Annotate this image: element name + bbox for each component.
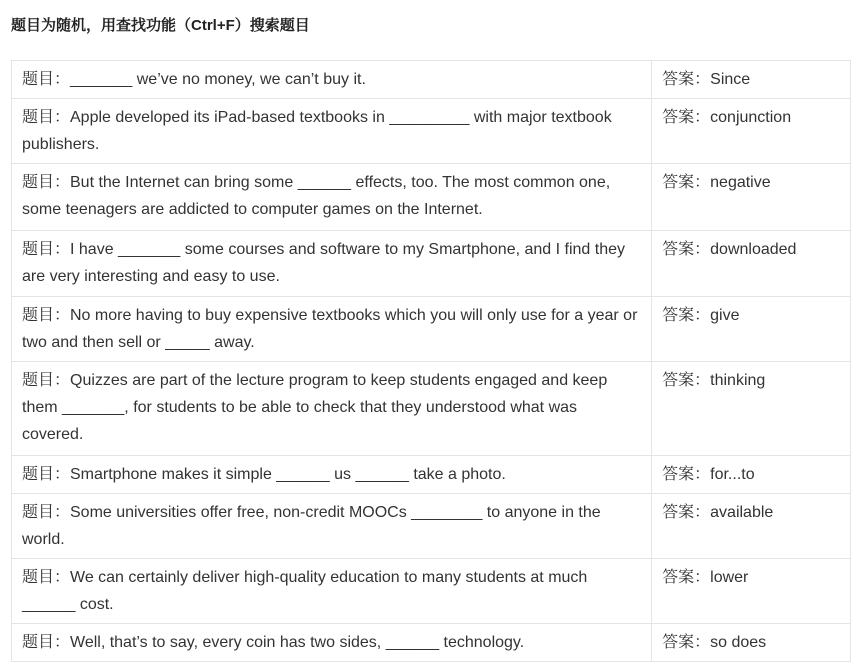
table-row	[12, 99, 851, 164]
question-cell: 题目：We can certainly deliver high-quality education to many students at much ______ cost.	[12, 559, 652, 624]
answer-cell: 答案：Since	[652, 61, 851, 99]
question-cell: 题目：Quizzes are part of the lecture program to keep students engaged and keep them _______, for students to be able to check that they understood what was covered.	[12, 362, 652, 456]
question-cell: 题目：_______ we’ve no money, we can’t buy it.	[12, 61, 652, 99]
question-answer-table	[11, 60, 851, 662]
question-cell: 题目：No more having to buy expensive textbooks which you will only use for a year or two and then sell or _____ away.	[12, 297, 652, 362]
page-title: 题目为随机，用查找功能（Ctrl+F）搜索题目	[11, 17, 310, 34]
answer-cell: 答案：downloaded	[652, 231, 851, 297]
table-row	[12, 164, 851, 231]
answer-cell: 答案：lower	[652, 559, 851, 624]
question-cell: 题目：But the Internet can bring some ______ effects, too. The most common one, some teenagers are addicted to computer games on the Internet.	[12, 164, 652, 231]
answer-cell: 答案：for...to	[652, 456, 851, 494]
answer-cell: 答案：conjunction	[652, 99, 851, 164]
table-row	[12, 494, 851, 559]
question-cell: 题目：Apple developed its iPad-based textbooks in _________ with major textbook publishers.	[12, 99, 652, 164]
table-row	[12, 559, 851, 624]
question-cell: 题目：Smartphone makes it simple ______ us ______ take a photo.	[12, 456, 652, 494]
answer-cell: 答案：thinking	[652, 362, 851, 456]
table-row	[12, 362, 851, 456]
table-row	[12, 61, 851, 99]
table-row	[12, 624, 851, 662]
question-cell: 题目：I have _______ some courses and software to my Smartphone, and I find they are very interesting and easy to use.	[12, 231, 652, 297]
table-row	[12, 456, 851, 494]
table-row	[12, 231, 851, 297]
table-row	[12, 297, 851, 362]
answer-cell: 答案：negative	[652, 164, 851, 231]
answer-cell: 答案：available	[652, 494, 851, 559]
question-cell: 题目：Some universities offer free, non-credit MOOCs ________ to anyone in the world.	[12, 494, 652, 559]
question-cell: 题目：Well, that’s to say, every coin has two sides, ______ technology.	[12, 624, 652, 662]
answer-cell: 答案：give	[652, 297, 851, 362]
answer-cell: 答案：so does	[652, 624, 851, 662]
